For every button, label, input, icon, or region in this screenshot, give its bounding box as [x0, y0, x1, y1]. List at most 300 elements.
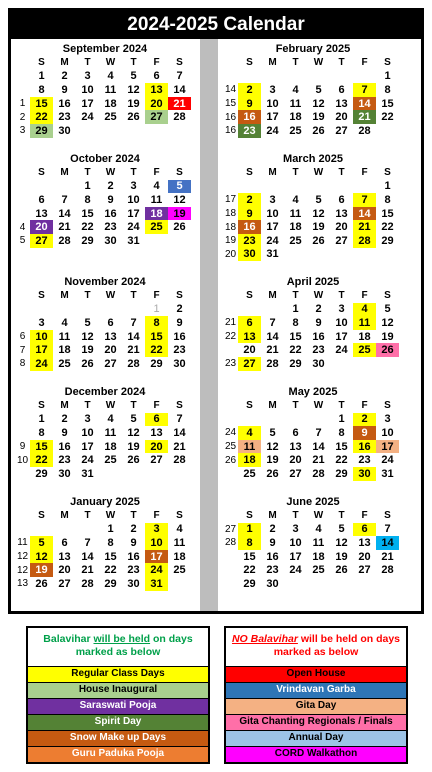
- month-title: December 2024: [64, 386, 146, 398]
- legend-left-head-prefix: Balavihar: [43, 633, 94, 645]
- day-cell: 11: [289, 97, 302, 110]
- day-cell: 30: [312, 357, 325, 370]
- day-cell: 14: [81, 550, 94, 563]
- week-number: [15, 207, 30, 221]
- day-cell: 9: [315, 316, 322, 329]
- week-number: [15, 303, 30, 317]
- day-cell: 24: [127, 221, 140, 234]
- week-number: 7: [19, 344, 26, 356]
- day-cell: 14: [266, 330, 279, 343]
- day-cell: 17: [335, 330, 348, 343]
- day-cell: 19: [127, 97, 140, 110]
- day-cell: [307, 180, 330, 194]
- legend-right-item: Vrindavan Garba: [226, 682, 406, 698]
- weekday-header: F: [361, 290, 368, 302]
- day-cell: 1: [384, 180, 391, 193]
- week-number: [15, 467, 30, 481]
- day-cell: 17: [266, 221, 279, 234]
- day-cell: [30, 303, 53, 317]
- day-cell: [99, 303, 122, 317]
- day-cell: 30: [58, 467, 71, 480]
- day-cell: 16: [104, 207, 117, 220]
- legend-balavihar-held: [26, 626, 210, 764]
- month-grid: [15, 289, 191, 371]
- day-cell: 23: [312, 344, 325, 357]
- day-cell: 18: [104, 440, 117, 453]
- week-number: 16: [224, 125, 237, 137]
- day-cell: 8: [238, 536, 261, 550]
- day-cell: 27: [150, 454, 163, 467]
- week-number: 21: [224, 317, 237, 329]
- day-cell: [76, 124, 99, 138]
- day-cell: 18: [104, 97, 117, 110]
- day-cell: 28: [173, 454, 186, 467]
- month-grid: [223, 289, 399, 371]
- calendar-frame: [8, 8, 424, 614]
- weekday-header: F: [153, 167, 160, 179]
- legend-right-item: Open House: [226, 666, 406, 682]
- weekday-header: W: [313, 510, 324, 522]
- day-cell: 2: [61, 70, 68, 83]
- weekday-header: T: [292, 510, 299, 522]
- day-cell: 16: [58, 97, 71, 110]
- day-cell: 8: [384, 83, 391, 96]
- month-title: June 2025: [286, 496, 340, 508]
- weekday-header: F: [361, 167, 368, 179]
- day-cell: 3: [38, 316, 45, 329]
- day-cell: [353, 577, 376, 591]
- legend-right-head-emph: NO Balavihar: [231, 633, 298, 645]
- day-cell: 21: [168, 97, 191, 111]
- day-cell: 16: [353, 440, 376, 454]
- week-number: 17: [224, 194, 237, 206]
- legend-left-item: Regular Class Days: [28, 666, 208, 682]
- month-march-2025: [223, 152, 403, 261]
- day-cell: 15: [104, 550, 117, 563]
- day-cell: 3: [292, 523, 299, 536]
- day-cell: 25: [353, 343, 376, 357]
- day-cell: 3: [269, 83, 276, 96]
- weekday-header: T: [338, 167, 345, 179]
- day-cell: [376, 357, 399, 371]
- weekday-header: F: [153, 510, 160, 522]
- day-cell: 25: [289, 124, 302, 137]
- day-cell: [261, 413, 284, 427]
- day-cell: 4: [107, 70, 114, 83]
- day-cell: 9: [130, 536, 137, 549]
- month-title: January 2025: [70, 496, 140, 508]
- legend-right-head-suffix: will be held on days marked as below: [273, 633, 401, 658]
- day-cell: 30: [266, 577, 279, 590]
- day-cell: 6: [292, 426, 299, 439]
- day-cell: 16: [173, 330, 186, 343]
- day-cell: 15: [381, 207, 394, 220]
- weekday-header: T: [338, 510, 345, 522]
- weekday-header: M: [60, 400, 69, 412]
- day-cell: 19: [127, 440, 140, 453]
- day-cell: 18: [289, 221, 302, 234]
- day-cell: 15: [243, 550, 256, 563]
- day-cell: 26: [35, 577, 48, 590]
- day-cell: 8: [145, 316, 168, 330]
- weekday-header: S: [246, 167, 253, 179]
- day-cell: 3: [384, 413, 391, 426]
- day-cell: 9: [61, 426, 68, 439]
- day-cell: 28: [58, 234, 71, 247]
- day-cell: 24: [81, 111, 94, 124]
- week-number: [15, 413, 30, 427]
- weekday-header: S: [38, 57, 45, 69]
- day-cell: 26: [127, 454, 140, 467]
- day-cell: 4: [353, 303, 376, 317]
- day-cell: 28: [381, 564, 394, 577]
- month-october-2024: [15, 152, 195, 248]
- day-cell: 13: [238, 330, 261, 344]
- day-cell: 5: [30, 536, 53, 550]
- day-cell: 2: [238, 83, 261, 97]
- day-cell: 12: [312, 207, 325, 220]
- day-cell: 3: [338, 303, 345, 316]
- week-number: 3: [19, 125, 26, 137]
- day-cell: 30: [353, 467, 376, 481]
- day-cell: 10: [145, 536, 168, 550]
- day-cell: 13: [35, 207, 48, 220]
- day-cell: 2: [107, 180, 114, 193]
- day-cell: [145, 124, 168, 138]
- month-september-2024: [15, 42, 195, 138]
- day-cell: 2: [176, 303, 183, 316]
- day-cell: 20: [145, 440, 168, 454]
- day-cell: 2: [238, 193, 261, 207]
- legend-left-item: Snow Make up Days: [28, 730, 208, 746]
- day-cell: 27: [335, 234, 348, 247]
- day-cell: 21: [353, 220, 376, 234]
- day-cell: 20: [335, 111, 348, 124]
- day-cell: 12: [381, 316, 394, 329]
- day-cell: 28: [81, 577, 94, 590]
- week-number: 10: [16, 454, 29, 466]
- day-cell: 31: [127, 234, 140, 247]
- weekday-header: S: [176, 290, 183, 302]
- day-cell: 4: [107, 413, 114, 426]
- day-cell: 9: [269, 536, 276, 549]
- day-cell: 8: [292, 316, 299, 329]
- day-cell: 25: [243, 467, 256, 480]
- day-cell: 4: [176, 523, 183, 536]
- day-cell: 14: [173, 83, 186, 96]
- weekday-header: T: [130, 510, 137, 522]
- day-cell: 12: [173, 193, 186, 206]
- week-number: [223, 467, 238, 481]
- day-cell: 8: [38, 83, 45, 96]
- weekday-header: W: [105, 400, 116, 412]
- weekday-header: T: [338, 57, 345, 69]
- day-cell: 7: [353, 193, 376, 207]
- day-cell: 27: [104, 357, 117, 370]
- day-cell: 23: [238, 124, 261, 138]
- weekday-header: F: [153, 400, 160, 412]
- day-cell: [353, 70, 376, 84]
- day-cell: 11: [58, 330, 71, 343]
- day-cell: 13: [150, 426, 163, 439]
- week-number: 26: [224, 454, 237, 466]
- weekday-header: M: [60, 510, 69, 522]
- day-cell: 17: [266, 111, 279, 124]
- week-number: 5: [19, 235, 26, 247]
- day-cell: 22: [381, 221, 394, 234]
- day-cell: 31: [81, 467, 94, 480]
- day-cell: 6: [338, 193, 345, 206]
- weekday-header: T: [84, 510, 91, 522]
- day-cell: 16: [127, 550, 140, 563]
- weekday-header: W: [105, 290, 116, 302]
- day-cell: [145, 234, 168, 248]
- day-cell: 2: [315, 303, 322, 316]
- legend-right-heading: [226, 628, 406, 666]
- month-april-2025: [223, 275, 403, 371]
- week-number: 12: [16, 551, 29, 563]
- weekday-header: W: [105, 167, 116, 179]
- weekday-header: T: [130, 290, 137, 302]
- weekday-header: T: [292, 400, 299, 412]
- day-cell: 13: [335, 207, 348, 220]
- day-cell: 18: [145, 207, 168, 221]
- weekday-header: M: [268, 167, 277, 179]
- day-cell: 24: [266, 124, 279, 137]
- day-cell: 4: [238, 426, 261, 440]
- day-cell: 17: [289, 550, 302, 563]
- day-cell: [238, 413, 261, 427]
- day-cell: 28: [312, 467, 325, 480]
- day-cell: [53, 180, 76, 194]
- day-cell: [168, 577, 191, 591]
- legend-right-item: Annual Day: [226, 730, 406, 746]
- day-cell: [376, 248, 399, 262]
- day-cell: 30: [58, 124, 71, 137]
- month-title: March 2025: [283, 153, 343, 165]
- weekday-header: T: [338, 400, 345, 412]
- day-cell: 7: [61, 193, 68, 206]
- day-cell: [330, 248, 353, 262]
- day-cell: 8: [84, 193, 91, 206]
- day-cell: 16: [312, 330, 325, 343]
- day-cell: 19: [168, 207, 191, 221]
- day-cell: 23: [127, 564, 140, 577]
- day-cell: 11: [104, 426, 117, 439]
- day-cell: 5: [269, 426, 276, 439]
- legend-right-item: CORD Walkathon: [226, 746, 406, 762]
- day-cell: 5: [130, 70, 137, 83]
- weekday-header: F: [361, 57, 368, 69]
- day-cell: 10: [266, 97, 279, 110]
- day-cell: 26: [312, 234, 325, 247]
- day-cell: 3: [145, 523, 168, 537]
- day-cell: 26: [376, 343, 399, 357]
- weekday-header: F: [361, 510, 368, 522]
- day-cell: 7: [176, 413, 183, 426]
- day-cell: 18: [358, 330, 371, 343]
- month-february-2025: [223, 42, 403, 138]
- day-cell: 21: [312, 454, 325, 467]
- weekday-header: S: [384, 510, 391, 522]
- month-title: September 2024: [62, 43, 148, 55]
- day-cell: 5: [315, 83, 322, 96]
- day-cell: 24: [266, 234, 279, 247]
- day-cell: [76, 523, 99, 537]
- day-cell: 1: [292, 303, 299, 316]
- day-cell: 7: [84, 536, 91, 549]
- day-cell: [261, 303, 284, 317]
- day-cell: 7: [130, 316, 137, 329]
- month-december-2024: [15, 385, 195, 481]
- day-cell: 21: [81, 564, 94, 577]
- day-cell: 10: [266, 207, 279, 220]
- day-cell: 8: [38, 426, 45, 439]
- week-number: [223, 563, 238, 577]
- day-cell: 14: [312, 440, 325, 453]
- day-cell: 30: [238, 248, 261, 262]
- day-cell: [168, 124, 191, 138]
- day-cell: 30: [173, 357, 186, 370]
- day-cell: 11: [173, 536, 186, 549]
- day-cell: 9: [61, 83, 68, 96]
- day-cell: 9: [353, 426, 376, 440]
- day-cell: [261, 180, 284, 194]
- day-cell: [145, 467, 168, 481]
- day-cell: 7: [353, 83, 376, 97]
- weekday-header: S: [176, 167, 183, 179]
- weekday-header: M: [60, 167, 69, 179]
- day-cell: 20: [104, 344, 117, 357]
- day-cell: [168, 234, 191, 248]
- day-cell: 27: [145, 110, 168, 124]
- day-cell: 1: [384, 70, 391, 83]
- day-cell: 23: [358, 454, 371, 467]
- day-cell: 1: [38, 413, 45, 426]
- month-june-2025: [223, 495, 403, 591]
- day-cell: 22: [104, 564, 117, 577]
- week-number: [223, 180, 238, 194]
- day-cell: 2: [269, 523, 276, 536]
- legend-left-item: Spirit Day: [28, 714, 208, 730]
- legend-left-item: House Inaugural: [28, 682, 208, 698]
- week-number: [15, 193, 30, 207]
- day-cell: 1: [153, 303, 160, 316]
- week-number: 20: [224, 248, 237, 260]
- day-cell: 13: [358, 536, 371, 549]
- day-cell: 15: [289, 330, 302, 343]
- day-cell: 1: [338, 413, 345, 426]
- day-cell: 5: [84, 316, 91, 329]
- weekday-header: S: [246, 290, 253, 302]
- day-cell: 11: [238, 440, 261, 454]
- day-cell: [284, 248, 307, 262]
- day-cell: 30: [104, 234, 117, 247]
- week-number: 24: [224, 427, 237, 439]
- day-cell: 14: [376, 536, 399, 550]
- legend-right-item: Gita Chanting Regionals / Finals: [226, 714, 406, 730]
- day-cell: [238, 303, 261, 317]
- day-cell: [76, 303, 99, 317]
- day-cell: [330, 577, 353, 591]
- day-cell: 4: [315, 523, 322, 536]
- day-cell: 22: [145, 343, 168, 357]
- weekday-header: M: [268, 400, 277, 412]
- day-cell: 7: [384, 523, 391, 536]
- week-number: [223, 413, 238, 427]
- day-cell: 3: [84, 413, 91, 426]
- day-cell: 16: [266, 550, 279, 563]
- day-cell: 22: [30, 453, 53, 467]
- day-cell: 6: [145, 413, 168, 427]
- weekday-header: S: [38, 290, 45, 302]
- day-cell: 11: [104, 83, 117, 96]
- day-cell: 28: [127, 357, 140, 370]
- day-cell: [284, 577, 307, 591]
- legend-no-balavihar: [224, 626, 408, 764]
- day-cell: 23: [104, 221, 117, 234]
- day-cell: 15: [30, 97, 53, 111]
- day-cell: 16: [238, 220, 261, 234]
- day-cell: 26: [81, 357, 94, 370]
- week-number: [223, 70, 238, 84]
- day-cell: 15: [145, 330, 168, 344]
- weekday-header: T: [84, 57, 91, 69]
- week-number: [15, 426, 30, 440]
- weekday-header: M: [268, 57, 277, 69]
- day-cell: 19: [381, 330, 394, 343]
- weekday-header: T: [130, 57, 137, 69]
- day-cell: 18: [289, 111, 302, 124]
- day-cell: 27: [238, 357, 261, 371]
- week-number: [223, 577, 238, 591]
- day-cell: 18: [58, 344, 71, 357]
- day-cell: 9: [238, 97, 261, 111]
- day-cell: 12: [266, 440, 279, 453]
- day-cell: 28: [358, 124, 371, 137]
- weekday-header: T: [130, 400, 137, 412]
- day-cell: 20: [358, 550, 371, 563]
- day-cell: 5: [338, 523, 345, 536]
- day-cell: 2: [61, 413, 68, 426]
- day-cell: [353, 180, 376, 194]
- day-cell: [353, 357, 376, 371]
- day-cell: 6: [353, 523, 376, 537]
- day-cell: 29: [243, 577, 256, 590]
- day-cell: 26: [335, 564, 348, 577]
- day-cell: 29: [289, 357, 302, 370]
- day-cell: 29: [381, 234, 394, 247]
- week-number: 2: [19, 111, 26, 123]
- day-cell: 1: [107, 523, 114, 536]
- day-cell: 12: [335, 536, 348, 549]
- day-cell: 25: [173, 564, 186, 577]
- day-cell: 31: [381, 467, 394, 480]
- day-cell: 21: [353, 110, 376, 124]
- legend-left-item: Guru Paduka Pooja: [28, 746, 208, 762]
- month-grid: [223, 166, 399, 261]
- week-number: [223, 303, 238, 317]
- day-cell: 11: [353, 316, 376, 330]
- day-cell: 25: [289, 234, 302, 247]
- day-cell: 29: [150, 357, 163, 370]
- day-cell: [307, 413, 330, 427]
- day-cell: 28: [266, 357, 279, 370]
- day-cell: [122, 303, 145, 317]
- week-number: [223, 550, 238, 564]
- day-cell: 10: [381, 426, 394, 439]
- day-cell: [168, 467, 191, 481]
